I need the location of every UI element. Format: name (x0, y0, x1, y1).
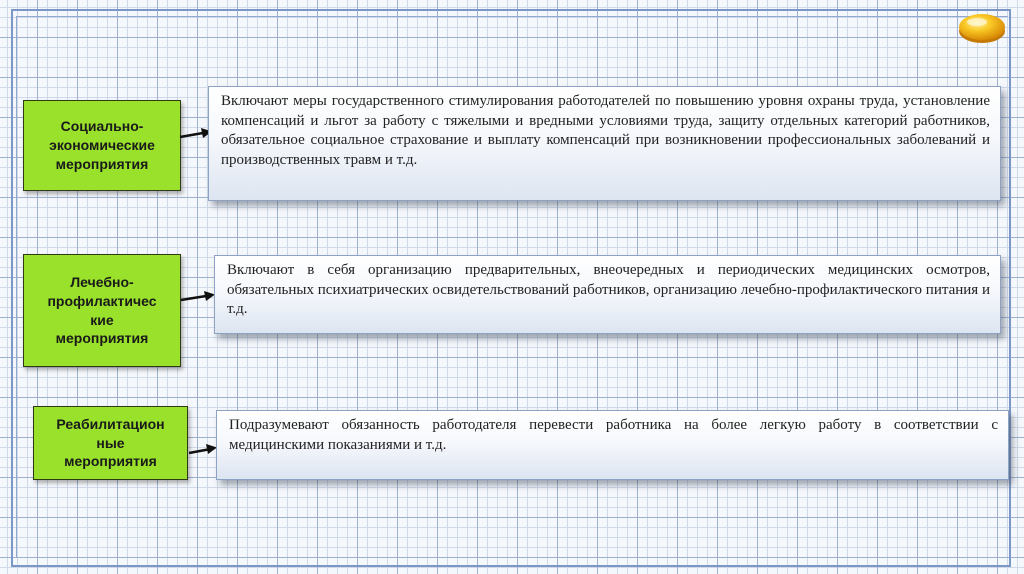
label-treatment-preventive: Лечебно- профилактичес кие мероприятия (23, 254, 181, 367)
label-socio-economic: Социально- экономические мероприятия (23, 100, 181, 191)
description-rehabilitation: Подразумевают обязанность работодателя перевести работника на более легкую работу в соответствии с медицинскими показаниями и т.д. (216, 410, 1009, 480)
coin-icon (957, 9, 1007, 45)
description-socio-economic: Включают меры государственного стимулирования работодателей по повышению уровня охраны труда, установление компенсаций и льгот за работу с тяжелыми и вредными условиями труда, защиту отдельных категорий работников, обязательное социальное страхование и выплату компенсаций при возникновении профессиональных заболеваний и производственных травм и т.д. (208, 86, 1001, 201)
label-rehabilitation: Реабилитацион ные мероприятия (33, 406, 188, 480)
arrow-icon (180, 291, 216, 305)
arrow-icon (188, 444, 218, 458)
description-treatment-preventive: Включают в себя организацию предварительных, внеочередных и периодических медицинских осмотров, обязательных психиатрических освидетельствований работников, организацию лечебно-профилактического питания и т.д. (214, 255, 1001, 334)
